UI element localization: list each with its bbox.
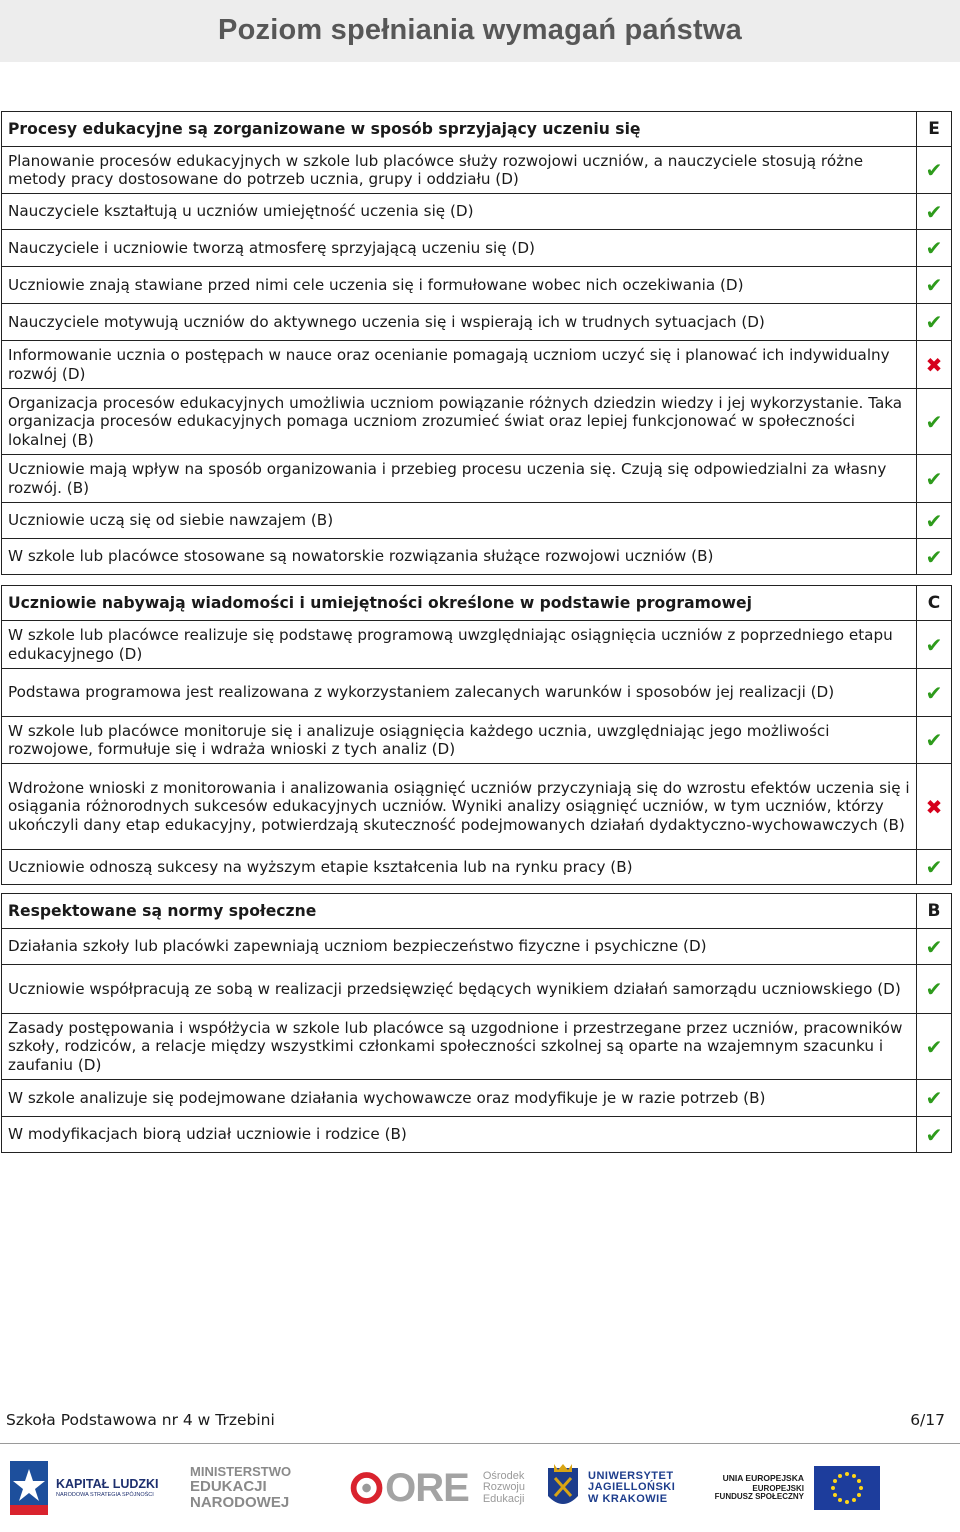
checkmark-icon: ✔: [925, 1122, 943, 1147]
section-header-row: [1, 893, 952, 929]
requirement-text: Uczniowie odnoszą sukcesy na wyższym etapie kształcenia lub na rynku pracy (B): [8, 857, 633, 876]
checkmark-icon: ✔: [925, 508, 943, 533]
requirement-row: [1, 1014, 952, 1080]
requirement-row: [1, 1080, 952, 1117]
requirement-text: Zasady postępowania i współżycia w szkole lub placówce są uzgodnione i przestrzegane przez uczniów, pracowników szkoły, rodziców, a relacje między wszystkimi członkami społeczności szkolnej są oparte na wzajemnym szacunku i zaufaniu (D): [8, 1018, 903, 1074]
requirement-row: [1, 965, 952, 1014]
section-table-normy: [1, 893, 952, 1153]
requirement-text: Uczniowie znają stawiane przed nimi cele uczenia się i formułowane wobec nich oczekiwania (D): [8, 275, 744, 294]
uj-crest-icon: [546, 1462, 580, 1514]
requirement-text: Uczniowie uczą się od siebie nawzajem (B): [8, 511, 334, 530]
requirement-text: Nauczyciele motywują uczniów do aktywnego uczenia się i wspierają ich w trudnych sytuacjach (D): [8, 312, 765, 331]
cross-icon: ✖: [925, 352, 943, 377]
requirement-row: [1, 147, 952, 194]
checkmark-icon: ✔: [925, 680, 943, 705]
footer-page-number: 6/17: [910, 1411, 945, 1429]
checkmark-icon: ✔: [925, 273, 943, 297]
uj-logo: UNIWERSYTET JAGIELLOŃSKI W KRAKOWIE: [546, 1452, 686, 1524]
requirement-row: [1, 539, 952, 575]
checkmark-icon: ✔: [925, 466, 943, 491]
requirement-text: Wdrożone wnioski z monitorowania i analizowania osiągnięć uczniów przyczyniają się do wzrostu efektów uczenia się i osiągania różnorodnych sukcesów edukacyjnych uczniów. Wyniki analizy osiągnięć uczniów, w tym uczniów, którzy ukończyli dany etap edukacyjny, potwierdzają skuteczność podejmowanych działań dydaktyczno-wychowawczych (B): [8, 778, 910, 834]
section-title: Procesy edukacyjne są zorganizowane w sposób sprzyjający uczeniu się: [2, 112, 917, 146]
requirement-text: W modyfikacjach biorą udział uczniowie i rodzice (B): [8, 1125, 407, 1144]
requirement-text: Nauczyciele i uczniowie tworzą atmosferę sprzyjającą uczeniu się (D): [8, 238, 535, 257]
requirement-row: [1, 267, 952, 304]
kapital-ludzki-logo: KAPITAŁ LUDZKI NARODOWA STRATEGIA SPÓJNOŚCI: [10, 1452, 170, 1524]
requirement-row: [1, 455, 952, 503]
cross-icon: ✖: [925, 794, 943, 819]
requirement-text: Uczniowie mają wpływ na sposób organizowania i przebieg procesu uczenia się. Czują się odpowiedzialni za własny rozwój. (B): [8, 460, 887, 497]
checkmark-icon: ✔: [925, 544, 943, 569]
section-header-row: [1, 585, 952, 621]
requirement-row: [1, 304, 952, 341]
requirement-row: [1, 764, 952, 850]
requirement-text: Podstawa programowa jest realizowana z wykorzystaniem zalecanych warunków i sposobów jej realizacji (D): [8, 683, 835, 702]
requirement-text: W szkole lub placówce realizuje się podstawę programową uwzględniając osiągnięcia uczniów z poprzedniego etapu edukacyjnego (D): [8, 626, 893, 663]
section-grade: C: [927, 593, 941, 613]
checkmark-icon: ✔: [925, 409, 943, 434]
requirement-row: [1, 717, 952, 764]
checkmark-icon: ✔: [925, 199, 943, 224]
requirement-row: [1, 621, 952, 669]
section-header-row: [1, 111, 952, 147]
page-title: Poziom spełniania wymagań państwa: [218, 14, 742, 46]
requirement-row: [1, 341, 952, 389]
eu-efs-logo: UNIA EUROPEJSKA EUROPEJSKI FUNDUSZ SPOŁECZNY: [708, 1452, 948, 1524]
requirement-text: Nauczyciele kształtują u uczniów umiejętność uczenia się (D): [8, 202, 474, 221]
checkmark-icon: ✔: [925, 977, 943, 1001]
requirement-row: [1, 194, 952, 230]
section-grade: E: [928, 119, 940, 139]
checkmark-icon: ✔: [925, 158, 943, 182]
requirement-text: W szkole lub placówce stosowane są nowatorskie rozwiązania służące rozwojowi uczniów (B): [8, 547, 714, 566]
requirement-row: [1, 389, 952, 455]
requirement-row: [1, 850, 952, 885]
checkmark-icon: ✔: [925, 855, 943, 879]
checkmark-icon: ✔: [925, 632, 943, 657]
checkmark-icon: ✔: [925, 934, 943, 959]
requirement-text: Informowanie ucznia o postępach w nauce oraz ocenianie pomagają uczniom uczyć się i planować ich indywidualny rozwój (D): [8, 346, 890, 383]
eu-flag-icon: [814, 1466, 880, 1510]
requirement-row: [1, 503, 952, 539]
checkmark-icon: ✔: [925, 236, 943, 260]
ore-ring-icon: [350, 1465, 383, 1511]
requirement-row: [1, 669, 952, 717]
men-logo: MINISTERSTWO EDUKACJI NARODOWEJ: [190, 1464, 292, 1511]
requirement-text: W szkole lub placówce monitoruje się i analizuje osiągnięcia każdego ucznia, uwzględniając jego możliwości rozwojowe, formułuje się i wdraża wnioski z tych analiz (D): [8, 721, 830, 758]
logo-strip: [0, 1452, 960, 1524]
checkmark-icon: ✔: [925, 1034, 943, 1059]
checkmark-icon: ✔: [925, 1086, 943, 1110]
section-title: Respektowane są normy społeczne: [2, 894, 917, 928]
requirement-text: W szkole analizuje się podejmowane działania wychowawcze oraz modyfikuje je w razie potrzeb (B): [8, 1088, 766, 1107]
checkmark-icon: ✔: [925, 310, 943, 334]
requirement-text: Działania szkoły lub placówki zapewniają uczniom bezpieczeństwo fizyczne i psychiczne (D): [8, 937, 707, 956]
section-table-podstawa: [1, 585, 952, 885]
requirement-row: [1, 929, 952, 965]
requirement-text: Uczniowie współpracują ze sobą w realizacji przedsięwzięć będących wynikiem działań samorządu uczniowskiego (D): [8, 979, 901, 998]
section-title: Uczniowie nabywają wiadomości i umiejętności określone w podstawie programowej: [2, 586, 917, 620]
kapital-ludzki-emblem-icon: [10, 1461, 48, 1515]
requirement-row: [1, 230, 952, 267]
footer-divider: [0, 1443, 960, 1444]
section-grade: B: [927, 901, 941, 921]
checkmark-icon: ✔: [925, 728, 943, 752]
requirement-text: Organizacja procesów edukacyjnych umożliwia uczniom powiązanie różnych dziedzin wiedzy i jej wykorzystanie. Taka organizacja procesów edukacyjnych pomaga uczniom zrozumieć świat oraz lepiej funkcjonować w społeczności lokalnej (B): [8, 393, 903, 449]
ore-logo: ORE Ośrodek Rozwoju Edukacji: [350, 1452, 525, 1524]
requirement-row: [1, 1117, 952, 1153]
requirement-text: Planowanie procesów edukacyjnych w szkole lub placówce służy rozwojowi uczniów, a nauczyciele stosują różne metody pracy dostosowane do potrzeb ucznia, grupy i oddziału (D): [8, 151, 864, 188]
footer-school-name: Szkoła Podstawowa nr 4 w Trzebini: [6, 1411, 275, 1429]
section-table-procesy: [1, 111, 952, 575]
